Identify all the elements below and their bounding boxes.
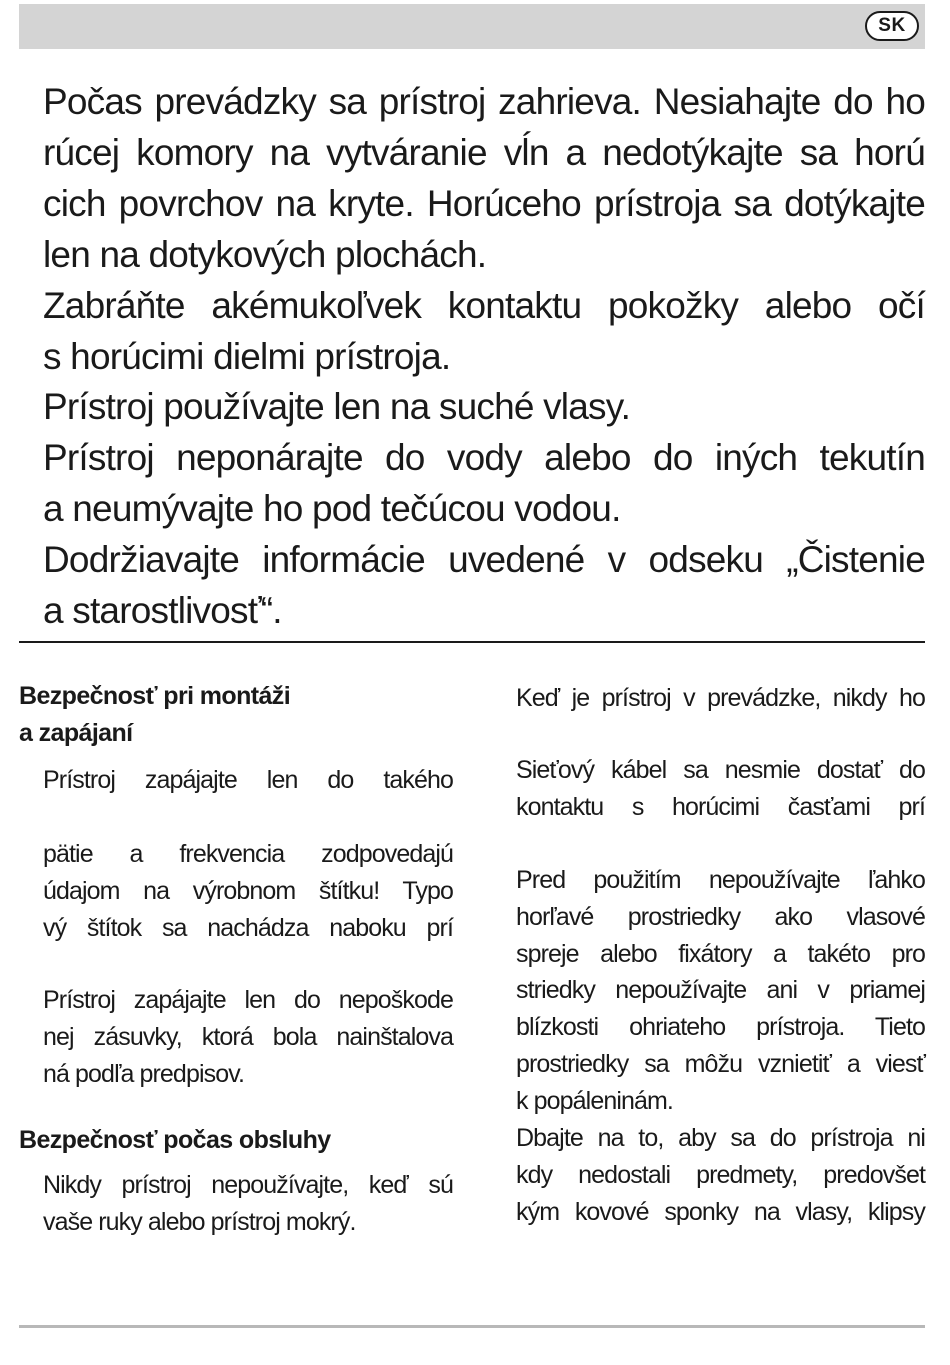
text-line: Pred použitím nepoužívajte ľahko [516, 866, 925, 894]
text-line: spreje alebo fixátory a takéto pro [516, 939, 925, 968]
footer-divider [19, 1325, 925, 1328]
assembly-safety-heading [19, 678, 459, 752]
heading-line: a zapájaní [19, 718, 133, 747]
text-line: horľavé prostriedky ako vlasové [516, 902, 925, 931]
text-line: nej zásuvky, ktorá bola nainštalova [43, 1022, 453, 1051]
header-bar [19, 4, 925, 49]
text-line: Nikdy prístroj nepoužívajte, keď sú [43, 1171, 453, 1199]
heading-line: Bezpečnosť pri montáži [19, 682, 291, 710]
text-line: Prístroj zapájajte len do nepoškode [43, 986, 453, 1014]
intro-line: Počas prevádzky sa prístroj zahrieva. Nesiahajte do ho [43, 81, 925, 122]
intro-line: a starostlivosť“. [43, 590, 282, 632]
intro-warning-text [43, 77, 925, 637]
intro-line: Zabráňte akémukoľvek kontaktu pokožky alebo očí [43, 284, 925, 326]
language-badge: SK [865, 11, 919, 41]
intro-line: a neumývajte ho pod tečúcou vodou. [43, 488, 621, 530]
text-line: kým kovové sponky na vlasy, klipsy [516, 1197, 925, 1226]
intro-line: rúcej komory na vytváranie vĺn a nedotýkajte sa horú [43, 131, 925, 173]
text-line: Prístroj zapájajte len do takého [43, 766, 453, 794]
text-line: kdy nedostali predmety, predovšet [516, 1160, 925, 1189]
text-line: prostriedky sa môžu vznietiť a viesť [516, 1049, 925, 1078]
paragraph [516, 862, 925, 1120]
intro-line: cich povrchov na kryte. Horúceho prístroja sa dotýkajte [43, 182, 925, 224]
intro-line: Dodržiavajte informácie uvedené v odseku „Čistenie [43, 539, 925, 581]
text-line: ná podľa predpisov. [43, 1059, 244, 1088]
text-line: k popáleninám. [516, 1086, 673, 1115]
text-line: Dbajte na to, aby sa do prístroja ni [516, 1124, 925, 1152]
section-divider [19, 641, 925, 643]
text-line: blízkosti ohriateho prístroja. Tieto [516, 1013, 925, 1042]
text-line: kontaktu s horúcimi časťami prí [516, 792, 925, 821]
text-line: vaše ruky alebo prístroj mokrý. [43, 1207, 356, 1236]
paragraph [43, 1167, 453, 1241]
paragraph [43, 836, 453, 946]
intro-line: Prístroj používajte len na suché vlasy. [43, 386, 631, 428]
paragraph [516, 680, 925, 717]
paragraph [43, 762, 453, 799]
text-line: údajom na výrobnom štítku! Typo [43, 876, 453, 905]
operation-safety-heading [19, 1122, 459, 1159]
heading-line: Bezpečnosť počas obsluhy [19, 1126, 331, 1154]
text-line: striedky nepoužívajte ani v priamej [516, 976, 925, 1005]
paragraph [516, 752, 925, 826]
intro-line: Prístroj neponárajte do vody alebo do iných tekutín [43, 437, 925, 479]
intro-line: s horúcimi dielmi prístroja. [43, 335, 451, 377]
intro-line: len na dotykových plochách. [43, 233, 487, 275]
text-line: vý štítok sa nachádza naboku prí [43, 913, 453, 942]
paragraph [43, 982, 453, 1092]
paragraph [516, 1120, 925, 1230]
text-line: Keď je prístroj v prevádzke, nikdy ho [516, 684, 925, 712]
text-line: pätie a frekvencia zodpovedajú [43, 840, 453, 868]
text-line: Sieťový kábel sa nesmie dostať do [516, 756, 925, 784]
